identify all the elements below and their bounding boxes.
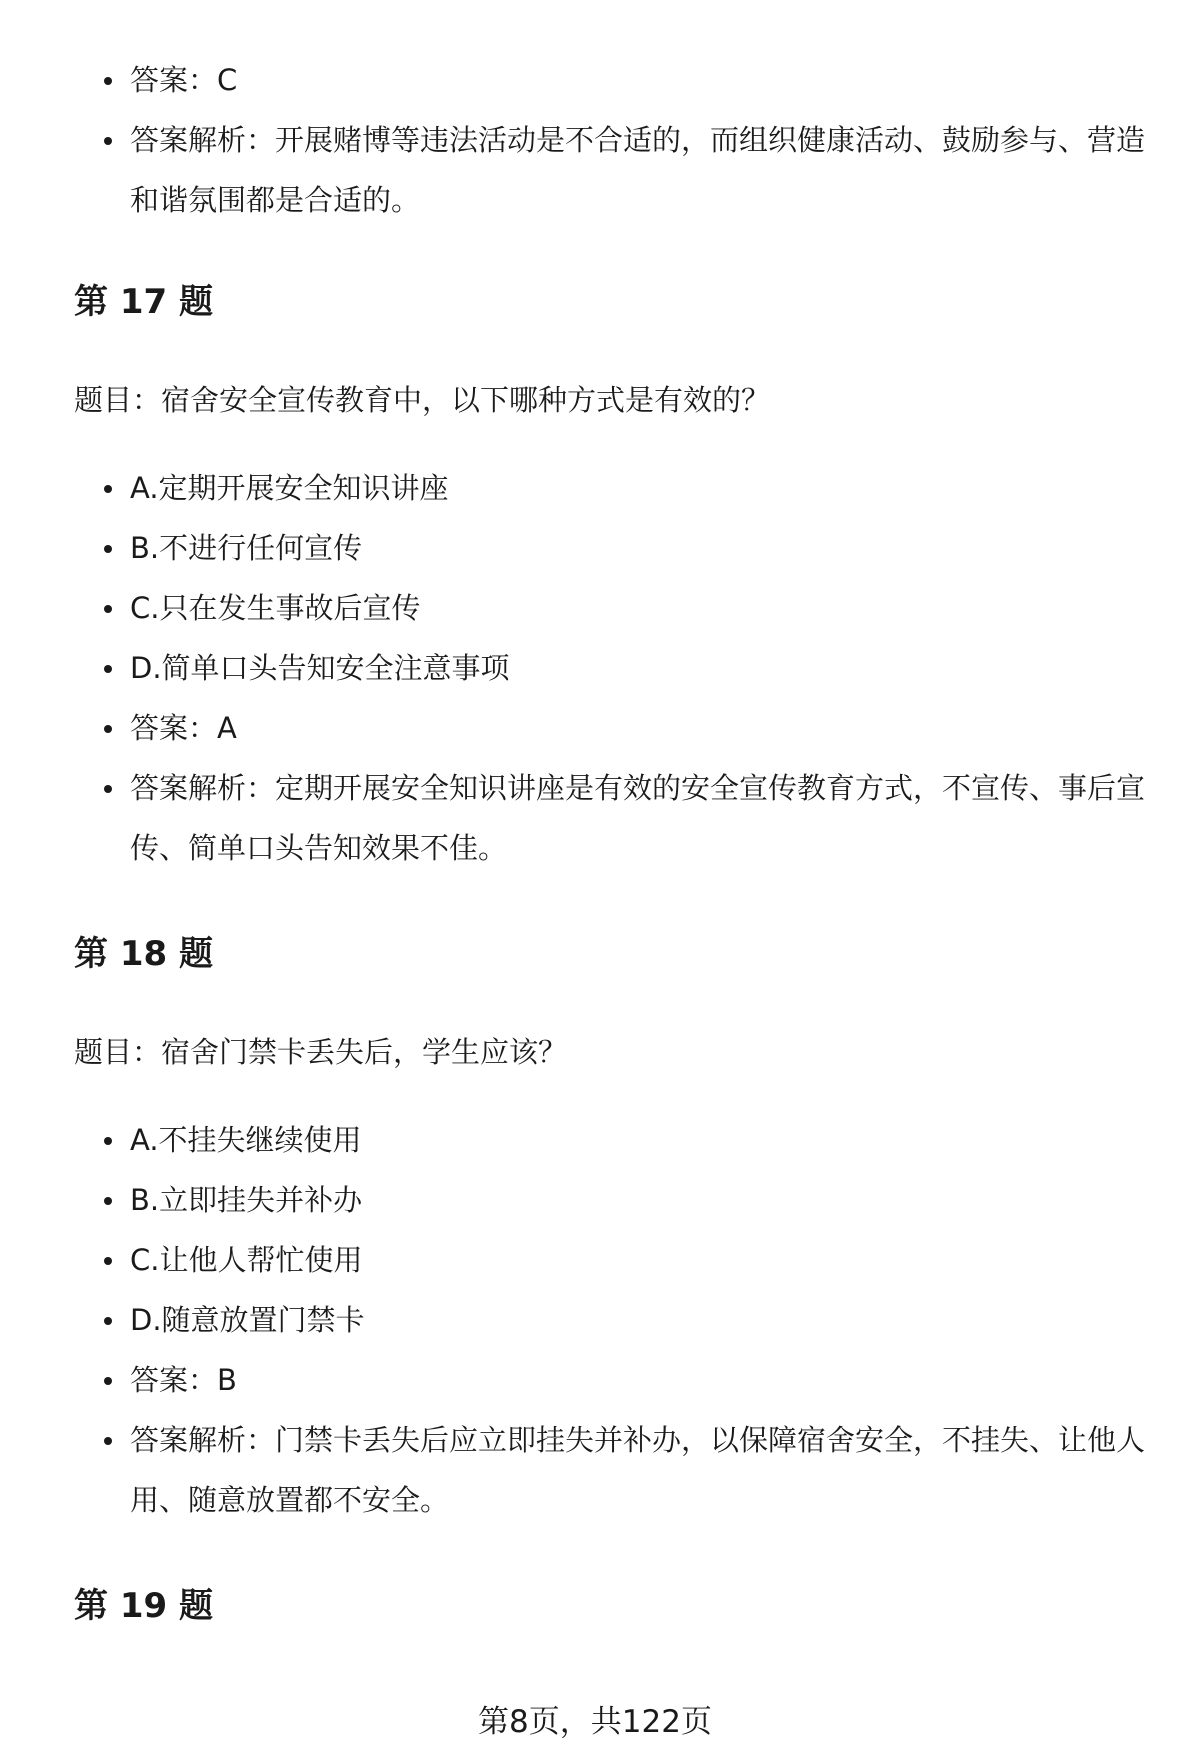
bullet-icon (104, 785, 112, 793)
question-17-option-b: B.不进行任何宣传 (74, 518, 1154, 578)
bullet-icon (104, 665, 112, 673)
bullet-icon (104, 77, 112, 85)
bullet-icon (104, 605, 112, 613)
bullet-icon (104, 1257, 112, 1265)
question-19-heading: 第 19 题 (74, 1586, 213, 1626)
question-17-option-c: C.只在发生事故后宣传 (74, 578, 1154, 638)
question-17-answer: 答案：A (74, 698, 1154, 758)
bullet-icon (104, 1197, 112, 1205)
question-18-option-a: A.不挂失继续使用 (74, 1110, 1154, 1170)
question-17-option-d: D.简单口头告知安全注意事项 (74, 638, 1154, 698)
bullet-icon (104, 725, 112, 733)
question-18-heading: 第 18 题 (74, 934, 213, 974)
bullet-icon (104, 137, 112, 145)
page-number-footer: 第8页，共122页 (478, 1704, 712, 1740)
question-18-option-d: D.随意放置门禁卡 (74, 1290, 1154, 1350)
question-18-explanation: 答案解析：门禁卡丢失后应立即挂失并补办，以保障宿舍安全，不挂失、让他人用、随意放置都不安全。 (74, 1410, 1154, 1530)
bullet-icon (104, 1317, 112, 1325)
question-18-option-c: C.让他人帮忙使用 (74, 1230, 1154, 1290)
prev-explanation: 答案解析：开展赌博等违法活动是不合适的，而组织健康活动、鼓励参与、营造和谐氛围都是合适的。 (74, 110, 1154, 230)
question-17-explanation: 答案解析：定期开展安全知识讲座是有效的安全宣传教育方式，不宣传、事后宣传、简单口头告知效果不佳。 (74, 758, 1154, 878)
prev-answer: 答案：C (74, 50, 1154, 110)
question-17-option-a: A.定期开展安全知识讲座 (74, 458, 1154, 518)
question-18-answer: 答案：B (74, 1350, 1154, 1410)
bullet-icon (104, 545, 112, 553)
bullet-icon (104, 1137, 112, 1145)
question-17-list (74, 458, 1154, 878)
question-18-list (74, 1110, 1154, 1530)
bullet-icon (104, 485, 112, 493)
question-18-option-b: B.立即挂失并补办 (74, 1170, 1154, 1230)
prev-question-list (74, 50, 1154, 230)
question-17-text: 题目：宿舍安全宣传教育中，以下哪种方式是有效的？ (74, 383, 771, 417)
question-18-text: 题目：宿舍门禁卡丢失后，学生应该？ (74, 1035, 568, 1069)
question-17-heading: 第 17 题 (74, 282, 213, 322)
bullet-icon (104, 1437, 112, 1445)
bullet-icon (104, 1377, 112, 1385)
